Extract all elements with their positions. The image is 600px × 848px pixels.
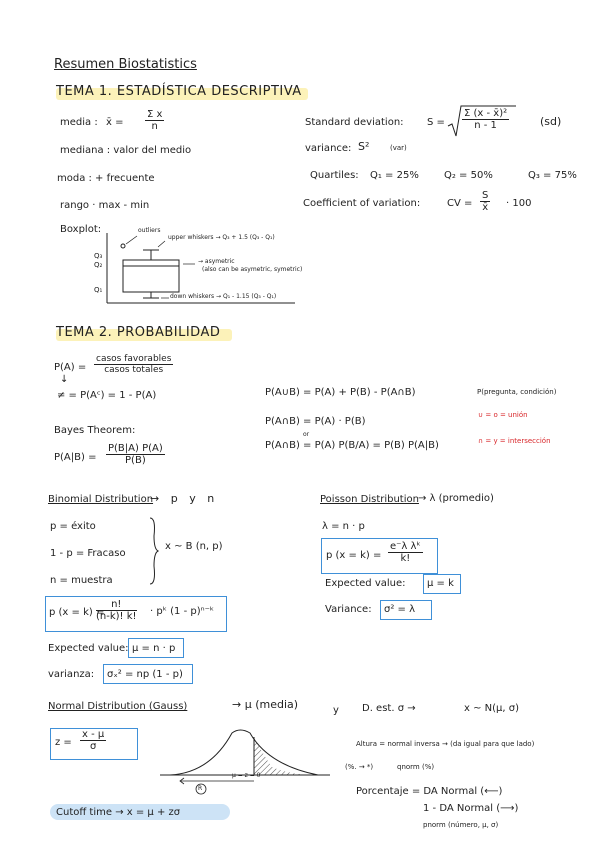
binomial-pmf-lhs: p (x = k) =: [49, 607, 105, 618]
normal-y: y: [333, 705, 339, 716]
boxplot-q2: Q₂: [94, 261, 103, 269]
binomial-fracaso: 1 - p = Fracaso: [50, 548, 126, 559]
upper-whisker-label: upper whiskers → Q₃ + 1.5 (Q₃ - Q₁): [168, 234, 275, 241]
poisson-pmf-lhs: p (x = k) =: [326, 550, 382, 561]
percent-note: (%. → *): [345, 763, 374, 771]
cutoff-formula: Cutoff time → x = μ + zσ: [56, 807, 181, 818]
union-formula: P(A∪B) = P(A) + P(B) - P(A∩B): [265, 387, 416, 398]
asymmetric-label: → asymetric: [198, 258, 235, 265]
pa-fraction: [94, 354, 173, 375]
poisson-pmf-fraction: [388, 541, 423, 564]
bayes-den: P(B): [125, 455, 146, 466]
sd-num: Σ (x - x̄)²: [464, 108, 508, 119]
cv-fraction: [480, 190, 490, 213]
boxplot-label: Boxplot:: [60, 224, 102, 235]
binomial-expected-label: Expected value:: [48, 643, 129, 654]
pa-lhs: P(A) =: [54, 362, 87, 373]
asymmetric-note: (also can be asymetric, symetric): [202, 266, 303, 273]
quartiles-label: Quartiles:: [310, 170, 359, 181]
binomial-brace: [148, 516, 160, 586]
normal-dest: D. est. σ →: [362, 703, 416, 714]
q1-label: Q₁ = 25%: [370, 170, 419, 181]
page-title: Resumen Biostatistics: [54, 57, 197, 72]
normal-axis-label: μ = z = 0: [232, 772, 261, 779]
normal-notation: x ~ N(μ, σ): [464, 703, 519, 714]
one-minus-note: 1 - DA Normal (⟶): [423, 803, 519, 814]
pa-den: casos totales: [104, 365, 164, 375]
cv-num: S: [482, 190, 489, 201]
q3-label: Q₃ = 75%: [528, 170, 577, 181]
binomial-expected-val: μ = n · p: [132, 643, 176, 654]
cv-rhs: · 100: [506, 198, 532, 209]
variance-label: variance:: [305, 143, 352, 154]
binomial-exito: p = éxito: [50, 521, 96, 532]
poisson-pmf-num: e⁻λ λᵏ: [390, 541, 421, 552]
poisson-param: → λ (promedio): [418, 493, 494, 504]
poisson-lambda: λ = n · p: [322, 521, 365, 532]
pa-arrow: ↓: [60, 374, 69, 385]
tema1-title: TEMA 1. ESTADÍSTICA DESCRIPTIVA: [56, 84, 302, 99]
pa-num: casos favorables: [96, 354, 172, 364]
altura-note: Altura = normal inversa → (da igual para que lado): [356, 740, 535, 748]
binomial-pmf-rhs: · pᵏ (1 - p)ⁿ⁻ᵏ: [150, 606, 215, 617]
bayes-num: P(B|A) P(A): [108, 443, 163, 454]
boxplot-q3: Q₃: [94, 252, 103, 260]
moda-line: moda : + frecuente: [57, 173, 155, 184]
z-fraction: [80, 729, 106, 752]
lower-whisker-label: down whiskers → Q₁ - 1.15 (Q₃ - Q₁): [170, 293, 277, 300]
media-label: media :: [60, 117, 98, 128]
binomial-muestra: n = muestra: [50, 575, 113, 586]
sd-label: Standard deviation:: [305, 117, 404, 128]
variance-val: S²: [358, 140, 370, 153]
poisson-variance-label: Variance:: [325, 604, 372, 615]
normal-curve-diagram: [150, 725, 340, 797]
mediana-line: mediana : valor del medio: [60, 145, 192, 156]
union-note: ∪ = o = unión: [478, 411, 528, 419]
sd-lhs: S =: [427, 117, 445, 128]
or-label: or: [303, 431, 310, 438]
binomial-variance-val: σₓ² = np (1 - p): [107, 669, 183, 680]
normal-circle-label: R: [198, 785, 203, 792]
intersection-note: ∩ = y = intersección: [478, 437, 551, 445]
z-lhs: z =: [55, 737, 72, 748]
poisson-expected-label: Expected value:: [325, 578, 406, 589]
sd-den: n - 1: [474, 120, 497, 131]
poisson-pmf-den: k!: [400, 553, 411, 564]
pnorm-note: pnorm (número, μ, σ): [423, 821, 499, 829]
poisson-variance-val: σ² = λ: [384, 604, 416, 615]
pregunta-note: P(pregunta, condición): [477, 388, 557, 396]
binomial-title: Binomial Distribution: [48, 494, 154, 505]
bayes-lhs: P(A|B) =: [54, 452, 97, 463]
complement-line: ≠ = P(Aᶜ) = 1 - P(A): [57, 390, 157, 401]
sd-fraction: [462, 108, 509, 131]
rango-line: rango · max - min: [60, 200, 150, 211]
binomial-params: → p y n: [150, 492, 215, 505]
cv-label: Coefficient of variation:: [303, 198, 421, 209]
intersection-independent: P(A∩B) = P(A) · P(B): [265, 416, 366, 427]
binomial-notation: x ~ B (n, p): [165, 541, 223, 552]
binomial-pmf-den: (n-k)! k!: [96, 611, 137, 622]
bayes-fraction: [106, 443, 165, 466]
media-fraction: [145, 109, 164, 132]
normal-title: Normal Distribution (Gauss): [48, 701, 188, 712]
z-den: σ: [89, 741, 97, 752]
media-den: n: [151, 121, 158, 132]
cv-den: x̄: [482, 202, 489, 213]
binomial-variance-label: varianza:: [48, 669, 95, 680]
variance-abbr: (var): [390, 144, 407, 152]
poisson-title: Poisson Distribution: [320, 494, 419, 505]
media-lhs: x̄ =: [106, 117, 124, 128]
qnorm-note: qnorm (%): [397, 763, 435, 771]
cv-lhs: CV =: [447, 198, 473, 209]
porcentaje-note: Porcentaje = DA Normal (⟵): [356, 786, 503, 797]
z-num: x - μ: [82, 729, 105, 740]
poisson-expected-val: μ = k: [427, 578, 454, 589]
q2-label: Q₂ = 50%: [444, 170, 493, 181]
normal-mu: → μ (media): [232, 698, 299, 711]
intersection-conditional: P(A∩B) = P(A) P(B/A) = P(B) P(A|B): [265, 440, 439, 451]
media-num: Σ x: [147, 109, 163, 120]
outliers-label: outliers: [138, 227, 161, 234]
tema2-title: TEMA 2. PROBABILIDAD: [56, 325, 221, 340]
boxplot-q1: Q₁: [94, 286, 103, 294]
binomial-pmf-num: n!: [96, 599, 137, 611]
bayes-label: Bayes Theorem:: [54, 425, 136, 436]
binomial-pmf-fraction: [96, 599, 137, 622]
sd-abbr: (sd): [540, 115, 562, 128]
